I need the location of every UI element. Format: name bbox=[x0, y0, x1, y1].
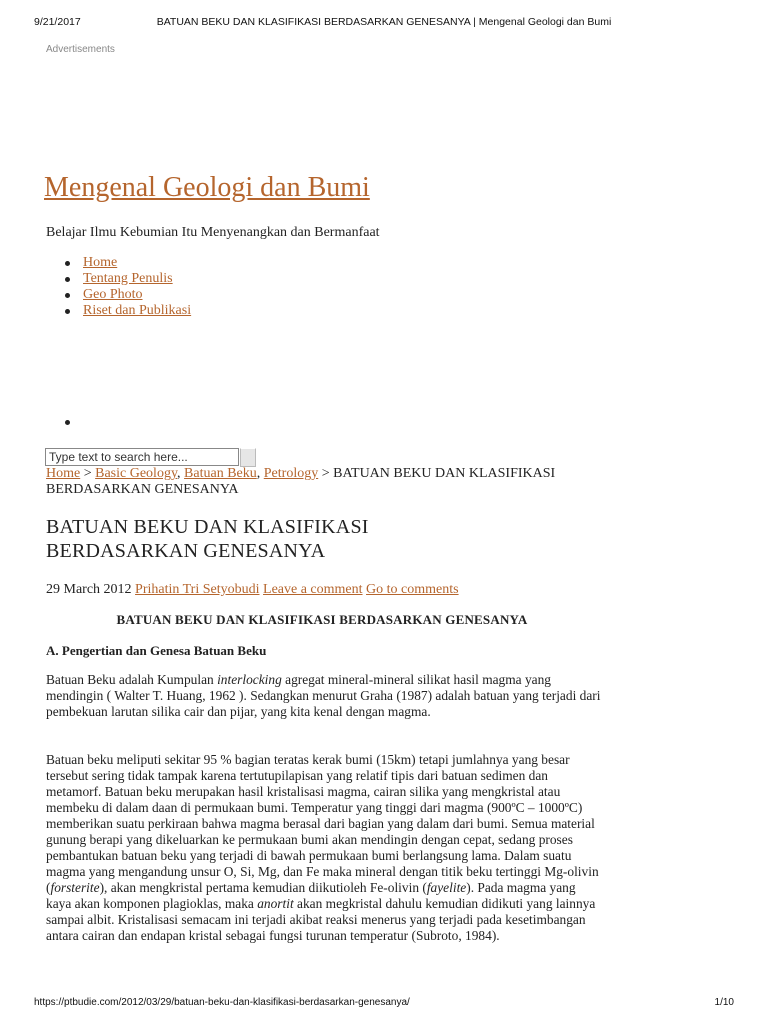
section-heading: A. Pengertian dan Genesa Batuan Beku bbox=[46, 643, 267, 658]
paragraph bbox=[46, 672, 602, 720]
text-run: ), akan mengkristal pertama kemudian diikutioleh Fe-olivin ( bbox=[99, 880, 427, 895]
author-link[interactable]: Prihatin Tri Setyobudi bbox=[135, 582, 260, 597]
site-title bbox=[44, 172, 370, 204]
italic-term: fayelite bbox=[426, 880, 467, 895]
italic-term: anortit bbox=[257, 896, 294, 911]
post-meta bbox=[46, 582, 459, 598]
post-title-line1: BATUAN BEKU DAN KLASIFIKASI bbox=[46, 516, 369, 538]
breadcrumb-home[interactable]: Home bbox=[46, 466, 81, 481]
italic-term: forsterite bbox=[50, 880, 100, 895]
nav-link-riset[interactable]: Riset dan Publikasi bbox=[83, 303, 192, 318]
article-heading: BATUAN BEKU DAN KLASIFIKASI BERDASARKAN GENESANYA bbox=[116, 612, 528, 627]
pdf-header bbox=[34, 16, 734, 30]
text-run: Batuan beku meliputi sekitar 95 % bagian teratas kerak bumi (15km) tetapi jumlahnya yang besar tersebut sering tidak tampak karena tertutupilapisan yang relatif tipis dari batuan sedimen dan metamorf. Batuan beku merupakan hasil kristalisasi magma, cairan silika yang mengkristal atau membeku di dalam daan di permukaan bumi. Temperatur yang tinggi dari magma (900ºC – 1000ºC) memberikan suatu perkiraan bahwa magma berasal dari bagian yang dalam dari bumi. Semua material gunung berapi yang dikeluarkan ke permukaan bumi akan mendingin dengan cepat, sedang proses pembantukan batuan beku yang terjadi di bawah permukaan bumi berlangsung lama. Dalam suatu magma yang mengandung unsur O, Si, Mg, dan Fe maka mineral dengan titik beku tertinggi Mg-olivin ( bbox=[46, 752, 599, 895]
nav-link-tentang-penulis[interactable]: Tentang Penulis bbox=[83, 271, 173, 286]
text-run: ). Pada magma yang kaya akan komponen plagioklas, maka bbox=[46, 880, 576, 911]
site-tagline: Belajar Ilmu Kebumian Itu Menyenangkan dan Bermanfaat bbox=[46, 225, 380, 240]
main-nav bbox=[46, 255, 191, 319]
text-run: Batuan Beku adalah Kumpulan bbox=[46, 672, 218, 687]
leave-comment-link[interactable]: Leave a comment bbox=[263, 582, 363, 597]
print-date: 9/21/2017 bbox=[34, 16, 81, 28]
search-button[interactable] bbox=[240, 448, 256, 467]
post-title bbox=[46, 515, 369, 563]
post-date: 29 March 2012 bbox=[46, 582, 132, 597]
breadcrumb-separator: > bbox=[83, 466, 92, 481]
page-number: 1/10 bbox=[714, 997, 734, 1008]
nav-item-riset bbox=[46, 303, 191, 319]
search-form bbox=[45, 448, 239, 466]
nav-link-geo-photo[interactable]: Geo Photo bbox=[83, 287, 143, 302]
italic-term: interlocking bbox=[217, 672, 282, 687]
breadcrumb-basic-geology[interactable]: Basic Geology bbox=[95, 466, 178, 481]
nav-item-geo-photo bbox=[46, 287, 191, 303]
text-run: agregat mineral-mineral silikat hasil magma yang mendingin ( Walter T. Huang, 1962 ). Sedangkan menurut Graha (1987) adalah batuan yang terjadi dari pembekuan larutan silika cair dan pijar, yang kita kenal dengan magma. bbox=[46, 672, 601, 719]
paragraph bbox=[46, 752, 602, 944]
breadcrumb-comma: , bbox=[177, 466, 181, 481]
breadcrumb-batuan-beku[interactable]: Batuan Beku bbox=[184, 466, 257, 481]
nav-link-home[interactable]: Home bbox=[83, 255, 118, 270]
print-url: https://ptbudie.com/2012/03/29/batuan-beku-dan-klasifikasi-berdasarkan-genesanya/ bbox=[34, 997, 410, 1008]
nav-item-tentang-penulis bbox=[46, 271, 191, 287]
nav-item-home bbox=[46, 255, 191, 271]
breadcrumb-separator: > bbox=[321, 466, 330, 481]
post-title-line2: BERDASARKAN GENESANYA bbox=[46, 540, 326, 562]
breadcrumb-petrology[interactable]: Petrology bbox=[263, 466, 319, 481]
search-input[interactable] bbox=[45, 448, 239, 466]
goto-comments-link[interactable]: Go to comments bbox=[366, 582, 459, 597]
breadcrumb bbox=[46, 466, 616, 498]
breadcrumb-comma: , bbox=[256, 466, 261, 481]
breadcrumb-current: BATUAN BEKU DAN KLASIFIKASI BERDASARKAN GENESANYA bbox=[46, 466, 556, 497]
ads-label: Advertisements bbox=[46, 44, 115, 55]
print-title: BATUAN BEKU DAN KLASIFIKASI BERDASARKAN GENESANYA | Mengenal Geologi dan Bumi bbox=[156, 16, 612, 28]
empty-list-bullet bbox=[65, 420, 70, 425]
site-title-link[interactable]: Mengenal Geologi dan Bumi bbox=[44, 172, 370, 203]
text-run: akan megkristal dahulu kemudian didikuti yang lainnya sampai albit. Kristalisasi semacam ini terjadi akibat reaksi menerus yang terjadi pada kesetimbangan antara cairan dan endapan kristal sebagai fungsi turunan temperatur (Subroto, 1984). bbox=[46, 896, 596, 943]
